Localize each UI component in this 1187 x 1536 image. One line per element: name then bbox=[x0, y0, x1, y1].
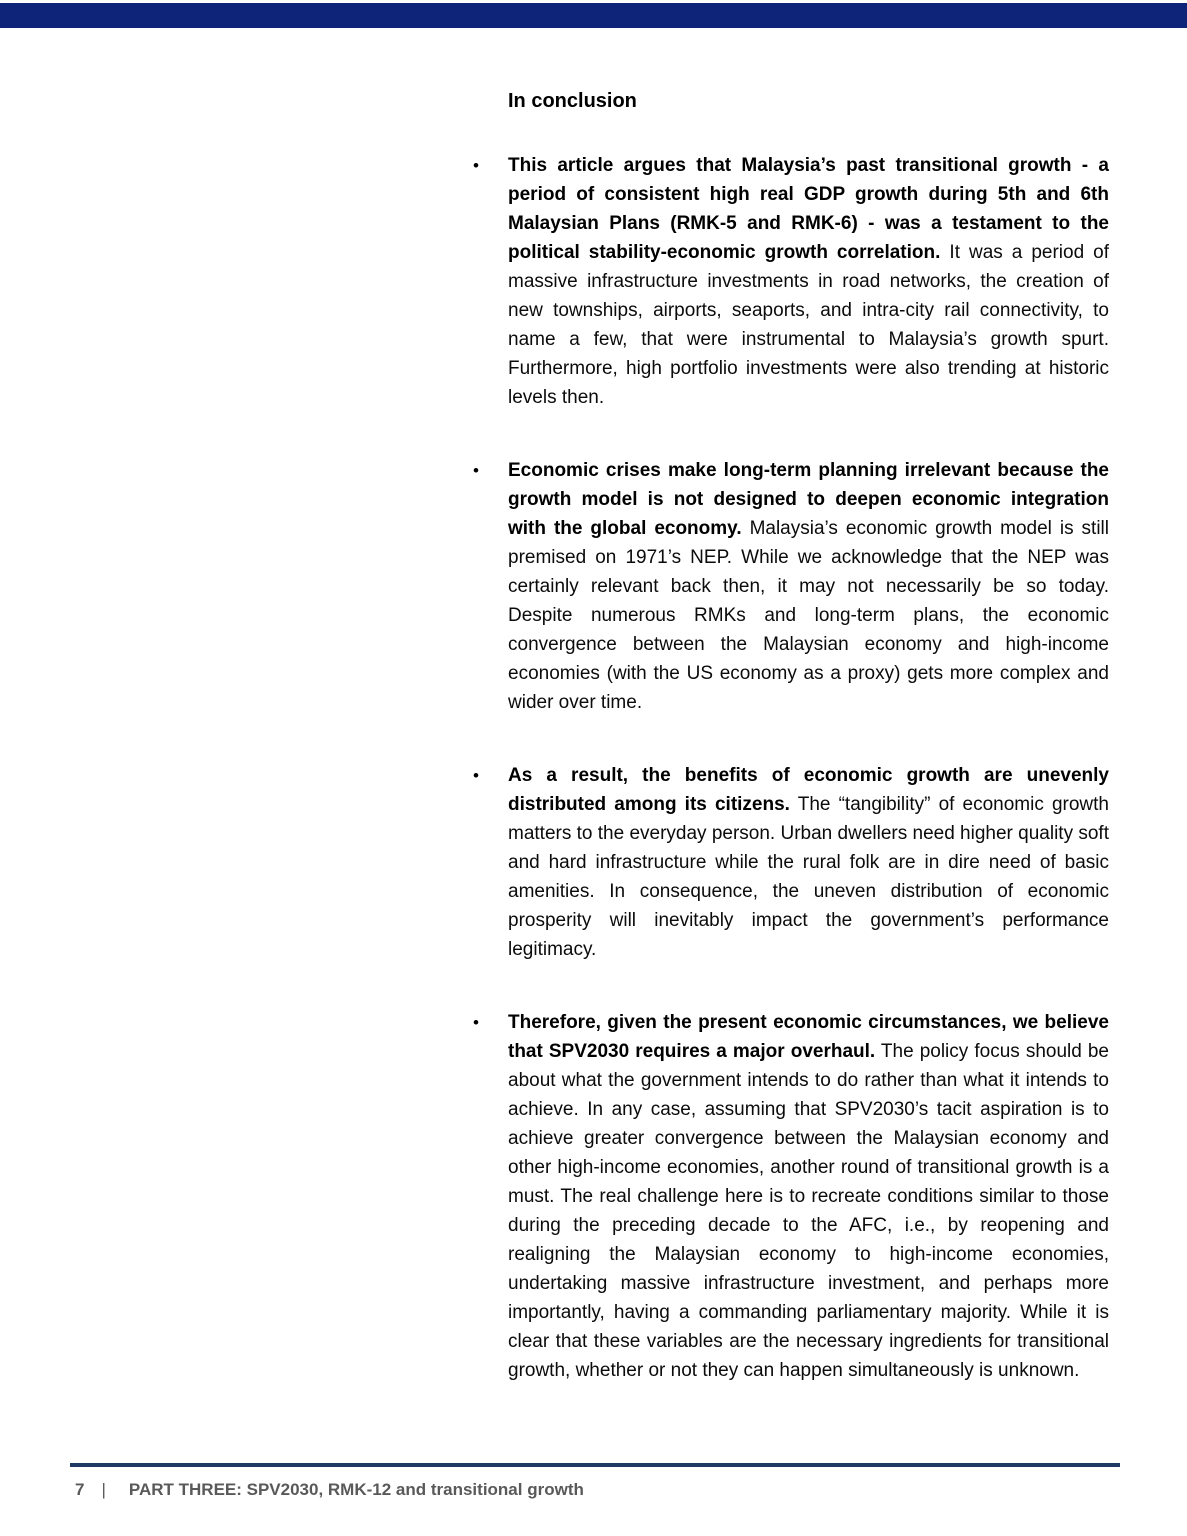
conclusion-bullet-list bbox=[473, 151, 1110, 1385]
bullet-1-body-text: It was a period of massive infrastructure investments in road networks, the creation of new townships, airports, seaports, and intra-city rail connectivity, to name a few, that were instrumental to Malaysia’s growth spurt. Furthermore, high portfolio investments were also trending at historic levels then. bbox=[508, 242, 1109, 408]
bullet-marker-icon: • bbox=[473, 461, 479, 480]
bullet-item-1 bbox=[473, 151, 1109, 412]
bullet-4-body-text: The policy focus should be about what the government intends to do rather than what it intends to achieve. In any case, assuming that SPV2030’s tacit aspiration is to achieve greater convergence between the Malaysian economy and other high-income economies, another round of transitional growth is a must. The real challenge here is to recreate conditions similar to those during the preceding decade to the AFC, i.e., by reopening and realigning the Malaysian economy to high-income economies, undertaking massive infrastructure investment, and perhaps more importantly, having a commanding parliamentary majority. While it is clear that these variables are the necessary ingredients for transitional growth, whether or not they can happen simultaneously is unknown. bbox=[508, 1041, 1110, 1381]
footer-separator: | bbox=[101, 1480, 106, 1499]
bullet-1-bold-lead: This article argues that Malaysia’s past transitional growth - a period of consistent high real GDP growth during 5th and 6th Malaysian Plans (RMK-5 and RMK-6) - was a testament to the political stability-economic growth correlation. bbox=[508, 155, 1109, 263]
bullet-marker-icon: • bbox=[473, 156, 479, 175]
bullet-item-3 bbox=[473, 761, 1109, 964]
page-footer bbox=[75, 1480, 584, 1500]
bullet-marker-icon: • bbox=[473, 1013, 479, 1032]
bullet-4-bold-lead: Therefore, given the present economic circumstances, we believe that SPV2030 requires a major overhaul. bbox=[508, 1012, 1109, 1062]
bullet-3-bold-lead: As a result, the benefits of economic growth are unevenly distributed among its citizens. bbox=[508, 765, 1109, 815]
bullet-3-body-text: The “tangibility” of economic growth matters to the everyday person. Urban dwellers need higher quality soft and hard infrastructure while the rural folk are in dire need of basic amenities. In consequence, the uneven distribution of economic prosperity will inevitably impact the government’s performance legitimacy. bbox=[508, 794, 1109, 960]
bullet-2-bold-lead: Economic crises make long-term planning irrelevant because the growth model is not designed to deepen economic integration with the global economy. bbox=[508, 460, 1109, 539]
top-accent-bar bbox=[0, 3, 1187, 28]
footer-divider-line bbox=[70, 1463, 1120, 1467]
bullet-item-4 bbox=[473, 1008, 1110, 1385]
page-number: 7 bbox=[75, 1480, 85, 1499]
bullet-marker-icon: • bbox=[473, 766, 479, 785]
section-heading: In conclusion bbox=[508, 90, 637, 112]
body-content bbox=[473, 90, 1110, 1385]
footer-section-title: PART THREE: SPV2030, RMK-12 and transitional growth bbox=[128, 1480, 584, 1499]
bullet-item-2 bbox=[473, 456, 1109, 717]
bullet-2-body-text: Malaysia’s economic growth model is still premised on 1971’s NEP. While we acknowledge that the NEP was certainly relevant back then, it may not necessarily be so today. Despite numerous RMKs and long-term plans, the economic convergence between the Malaysian economy and high-income economies (with the US economy as a proxy) gets more complex and wider over time. bbox=[508, 518, 1109, 713]
